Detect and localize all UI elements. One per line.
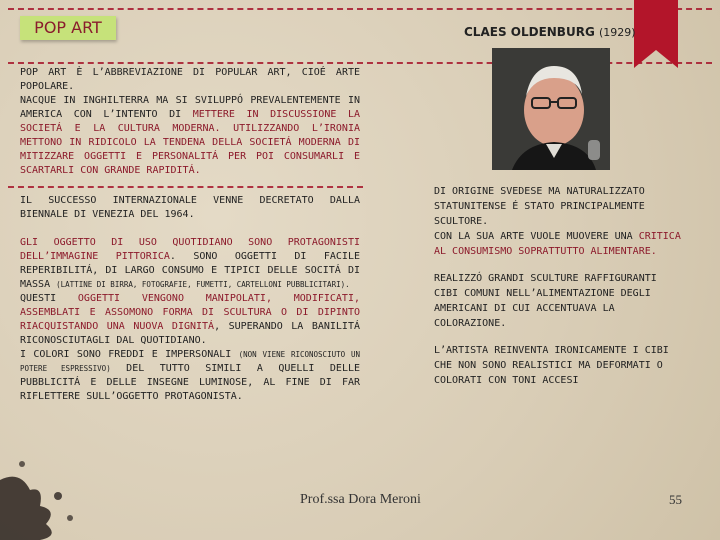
intro-text-block <box>20 66 360 178</box>
bio-paragraph-3: REALIZZÓ GRANDI SCULTURE RAFFIGURANTI CIBI COMUNI NELL’ALIMENTAZIONE DEGLI AMERICANI DI CUI ACCENTUAVA LA COLORAZIONE. <box>434 273 657 329</box>
body-text-block <box>20 194 360 404</box>
footer-author: Prof.ssa Dora Meroni <box>300 492 421 507</box>
bookmark-ribbon <box>634 0 678 50</box>
artist-years: (1929) <box>598 26 636 39</box>
colors-paragraph-lead: I COLORI SONO FREDDI E IMPERSONALI <box>20 349 239 360</box>
objects-paragraph <box>20 236 360 292</box>
intro-paragraph-2-text: NACQUE IN INGHILTERRA MA SI SVILUPPÓ PREVALENTEMENTE IN AMERICA CON L’INTENTO DI <box>20 95 360 120</box>
manipulation-paragraph-lead: QUESTI <box>20 293 78 304</box>
colors-paragraph-end: DEL TUTTO SIMILI A QUELLI DELLE PUBBLICITÁ E DELLE INSEGNE LUMINOSE, AL FINE DI FAR RIFLETTERE SULL’OGGETTO PROTAGONISTA. <box>20 363 360 402</box>
bookmark-ribbon-tail <box>634 50 678 68</box>
intro-paragraph-2-highlight: METTERE IN DISCUSSIONE LA SOCIETÁ E LA CULTURA MODERNA. UTILIZZANDO L’IRONIA METTONO IN RIDICOLO LA TENDENA DELLA SOCIETÁ MODERNA DI MITIZZARE OGGETTI E PERSONALITÁ PER POI CONSUMARLI E SCARTARLI CON GRANDE RAPIDITÁ. <box>20 109 360 176</box>
bio-paragraph-1: DI ORIGINE SVEDESE MA NATURALIZZATO STATUNITENSE É STATO PRINCIPALMENTE SCULTORE. <box>434 186 645 227</box>
ink-splatter-decoration <box>0 440 110 540</box>
manipulation-paragraph-end: , SUPERANDO LA BANILITÁ RICONOSCIUTAGLI DAL QUOTIDIANO. <box>20 321 360 346</box>
intro-paragraph-2 <box>20 94 360 178</box>
manipulation-paragraph-highlight: OGGETTI VENGONO MANIPOLATI, MODIFICATI, ASSEMBLATI E ASSOMONO FORMA DI SCULTURA O DI DIPINTO RIACQUISTANDO UNA NUOVA DIGNITÁ <box>20 293 360 332</box>
slide-title: POP ART <box>20 16 116 40</box>
manipulation-paragraph <box>20 292 360 348</box>
biennale-paragraph: IL SUCCESSO INTERNAZIONALE VENNE DECRETATO DALLA BIENNALE DI VENEZIA DEL 1964. <box>20 195 360 220</box>
artist-bio-block <box>434 184 684 388</box>
objects-paragraph-note: (LATTINE DI BIRRA, FOTOGRAFIE, FUMETTI, CARTELLONI PUBBLICITARI). <box>56 280 350 289</box>
mid-stitch-line <box>8 186 363 188</box>
intro-paragraph-1: POP ART È L’ABBREVIAZIONE DI POPULAR ART, CIOÉ ARTE POPOLARE. <box>20 67 360 92</box>
artist-portrait-image <box>492 48 610 170</box>
artist-heading <box>464 25 636 39</box>
bio-paragraph-4: L’ARTISTA REINVENTA IRONICAMENTE I CIBI CHE NON SONO REALISTICI MA DEFORMATI O COLORATI CON TONI ACCESI <box>434 345 669 386</box>
bio-paragraph-2-highlight: CRITICA AL CONSUMISMO SOPRATTUTTO ALIMENTARE. <box>434 231 681 257</box>
bio-paragraph-2 <box>434 229 684 259</box>
objects-paragraph-text: . SONO OGGETTI DI FACILE REPERIBILITÁ, DI LARGO CONSUMO E TIPICI DELLE SOCITÁ DI MASSA <box>20 251 360 290</box>
artist-name: CLAES OLDENBURG <box>464 25 595 39</box>
colors-paragraph <box>20 348 360 404</box>
bio-paragraph-2-text: CON LA SUA ARTE VUOLE MUOVERE UNA <box>434 231 639 242</box>
page-number: 55 <box>669 492 682 507</box>
colors-paragraph-note: (NON VIENE RICONOSCIUTO UN POTERE ESPRESSIVO) <box>20 350 360 373</box>
artist-photo <box>492 48 610 170</box>
objects-paragraph-highlight: GLI OGGETTO DI USO QUOTIDIANO SONO PROTAGONISTI DELL’IMMAGINE PITTORICA <box>20 237 360 262</box>
top-stitch-border <box>8 8 712 10</box>
